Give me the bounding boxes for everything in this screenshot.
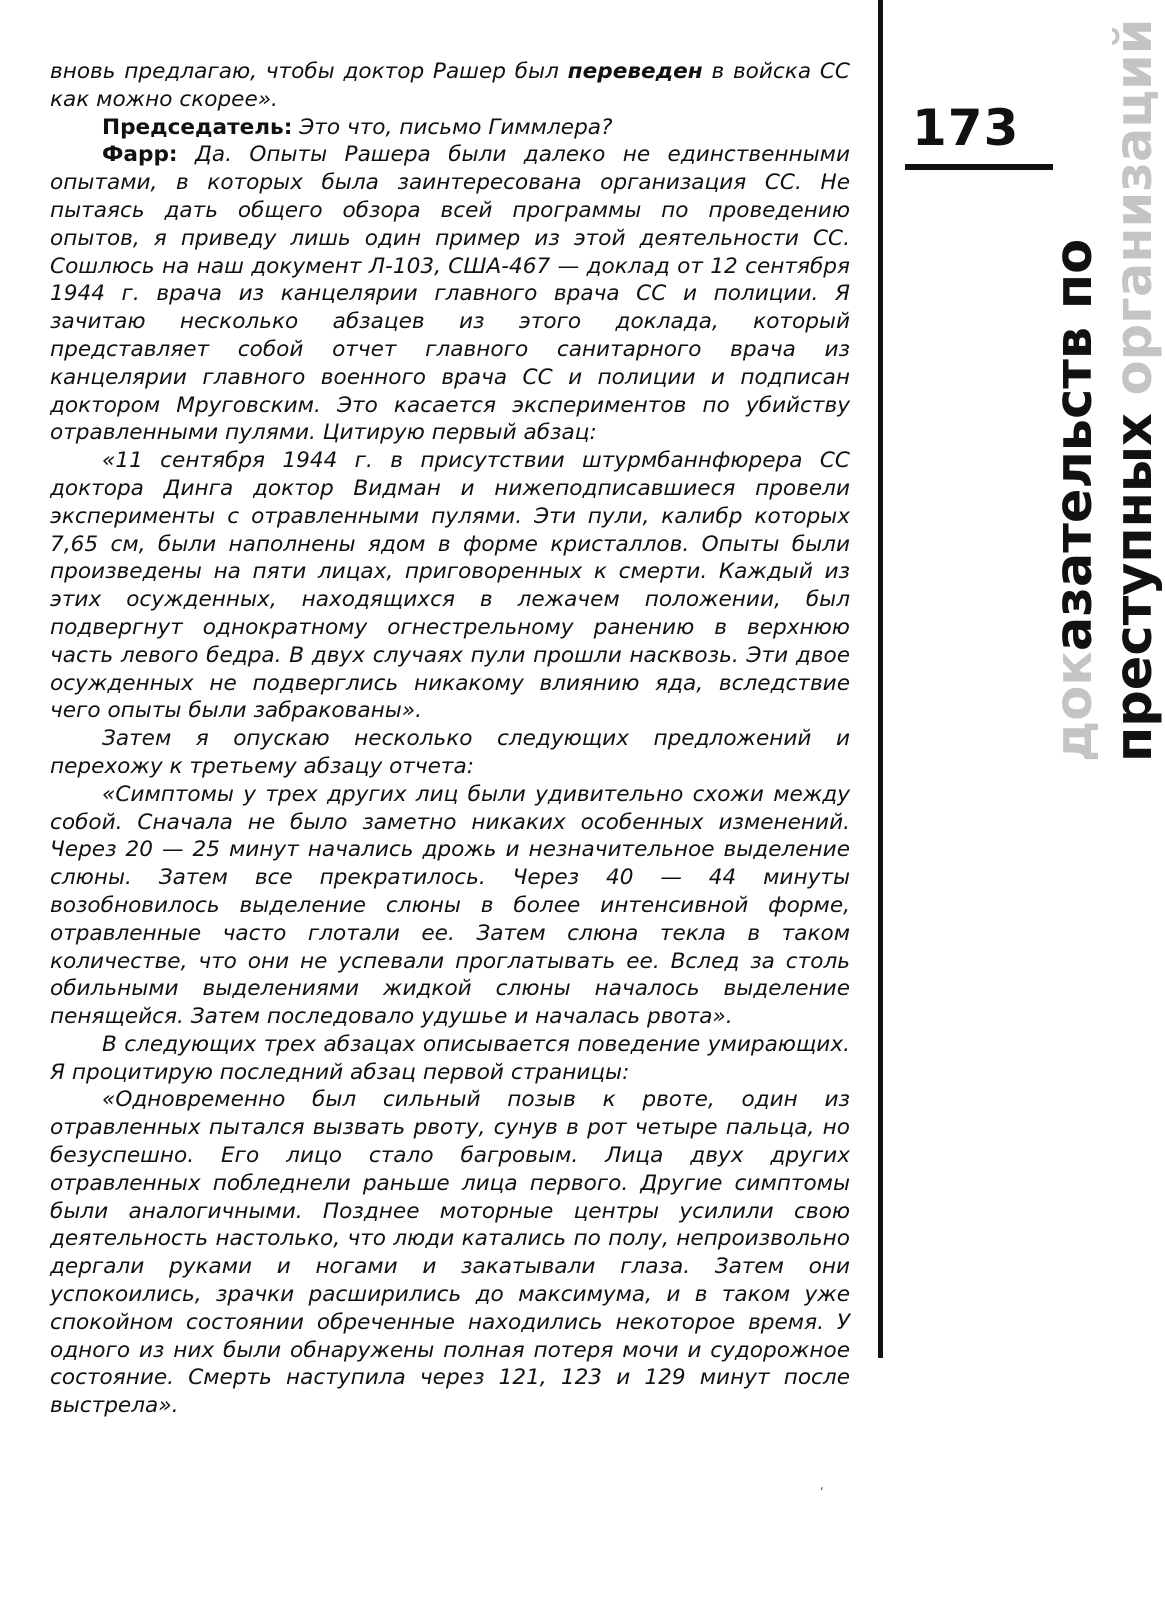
body-text [50,58,850,1420]
paragraph-2 [50,114,850,142]
horizontal-rule [905,164,1053,170]
speaker-label: Фарр: [102,142,178,168]
paragraph-7: В следующих трех абзацах описывается поведение умирающих. Я процитирую последний абзац первой страницы: [50,1031,850,1085]
paragraph-4-quote: «11 сентября 1944 г. в присутствии штурмбаннфюрера СС доктора Динга доктор Видман и нижеподписавшиеся провели эксперименты с отравленными пулями. Эти пули, калибр которых 7,65 см, были наполнены ядом в форме кристаллов. Опыты были произведены на пяти лицах, приговоренных к смерти. Каждый из этих осужденных, находящихся в лежачем положении, был подвергнут однократному огнестрельному ранению в верхнюю часть левого бедра. В двух случаях пули прошли насквозь. Эти двое осужденных не подверглись никакому влиянию яда, вследствие чего опыты были забракованы». [50,448,850,724]
paragraph-1 [50,58,850,114]
running-head-line-2 [1105,18,1165,762]
paragraph-1-start: вновь предлагаю, чтобы доктор Рашер был [50,59,568,84]
paragraph-3-text: Да. Опыты Рашера были далеко не единственными опытами, в которых была заинтересована организация СС. Не пытаясь дать общего обзора всей программы по проведению опытов, я приведу лишь один пример из этой деятельности СС. Сошлюсь на наш документ Л-103, США-467 — доклад от 12 сентября 1944 г. врача из канцелярии главного врача СС и полиции. Я зачитаю несколько абзацев из этого доклада, который представляет собой отчет главного санитарного врача из канцелярии главного военного врача СС и полиции и подписан доктором Мруговским. Это касается экспериментов по убийству отравленными пулями. Цитирую первый абзац: [50,142,850,446]
paragraph-5: Затем я опускаю несколько следующих предложений и перехожу к третьему абзацу отчета: [50,726,850,779]
running-head-faint-2: организаций [1105,18,1164,396]
paragraph-6-quote: «Симптомы у трех других лиц были удивительно схожи между собой. Сначала не было заметно никаких особенных изменений. Через 20 — 25 минут начались дрожь и незначительное выделение слюны. Затем все прекратилось. Через 40 — 44 минуты возобновилось выделение слюны в более интенсивной форме, отравленные часто глотали ее. Затем слюна текла в таком количестве, что они не успевали проглатывать ее. Вслед за столь обильными выделениями жидкой слюны началось выделение пенящейся. Затем последовало удушье и началась рвота». [50,781,850,1030]
running-head-dark-2: преступных [1105,413,1164,762]
paragraph-8-quote: «Одновременно был сильный позыв к рвоте, один из отравленных пытался вызвать рвоту, сунув в рот четыре пальца, но безуспешно. Его лицо стало багровым. Лица двух других отравленных побледнели раньше лица первого. Другие симптомы были аналогичными. Позднее моторные центры усилили свою деятельность настолько, что люди катались по полу, непроизвольно дергали руками и ногами и закатывали глаза. Затем они успокоились, зрачки расширились до максимума, и в таком уже спокойном состоянии обреченные находились некоторое время. У одного из них были обнаружены полная потеря мочи и судорожное состояние. Смерть наступила через 121, 123 и 129 минут после выстрела». [50,1087,850,1419]
print-speck: ʻ [820,1485,824,1499]
running-head-faint-1: док [1045,651,1104,762]
page-number: 173 [912,99,1020,157]
speaker-label: Председатель: [102,114,293,140]
paragraph-3 [50,141,850,447]
running-head [1045,18,1165,762]
paragraph-2-text: Это что, письмо Гиммлера? [292,114,613,140]
vertical-rule [878,0,883,1358]
paragraph-1-end: в войска СС как можно скорее». [50,59,851,112]
emphasis-word: переведен [567,59,703,84]
running-head-line-1 [1045,162,1105,762]
running-head-dark-1: азательств по [1045,238,1104,652]
